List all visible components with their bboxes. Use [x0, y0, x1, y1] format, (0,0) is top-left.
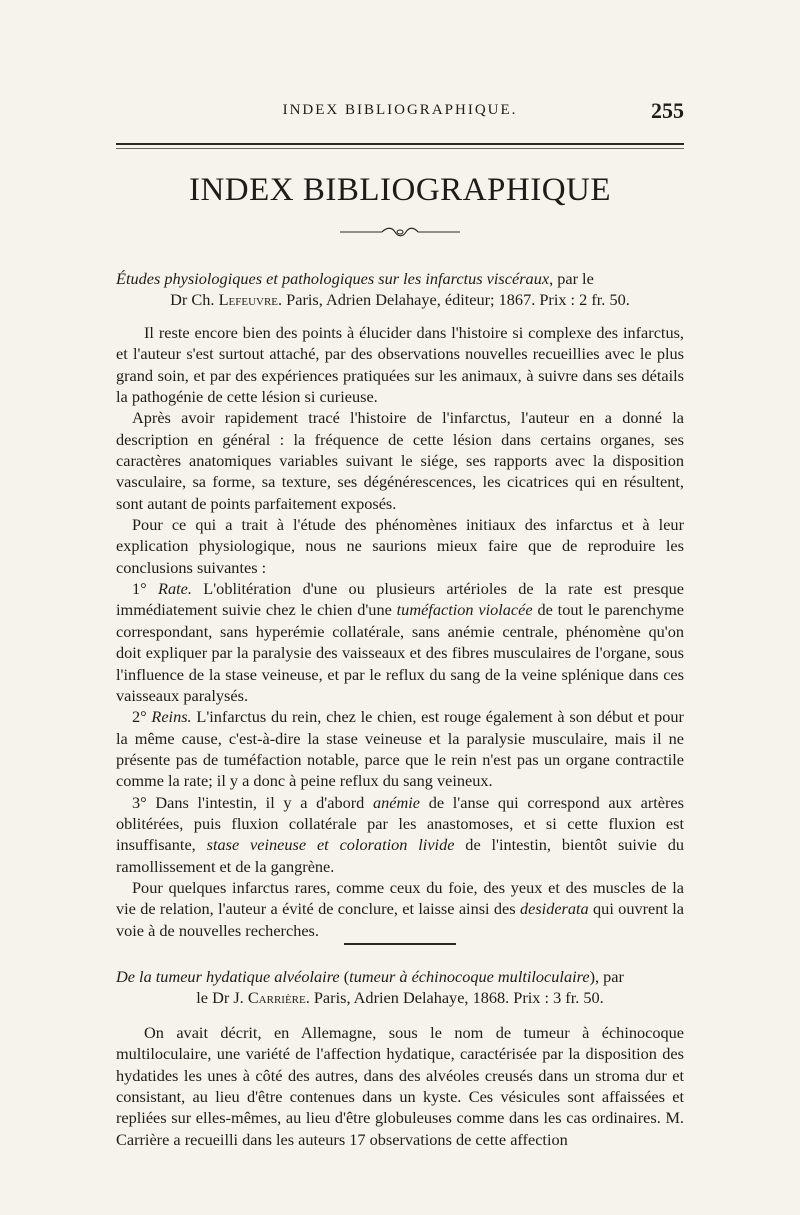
review-1-heading — [116, 268, 684, 310]
conclusion-2-text: L'infarctus du rein, chez le chien, est rouge également à son début et pour la même cause, c'est-à-dire la stase veineuse et la paralysie musculaire, mais il ne présente pas de tuméfaction notable, parce que le rein n'est pas un organe contractile comme la rate; il y a donc à peine reflux du sang veineux. — [116, 707, 684, 791]
conclusion-3-text-b: de l'anse qui correspond aux artères oblitérées, puis fluxion collatérale par les anastomoses, et si cette fluxion est insuffisante, — [116, 792, 684, 855]
review-1-body — [116, 322, 684, 941]
review-1-publisher: . Paris, Adrien Delahaye, éditeur; 1867. Prix : 2 fr. 50. — [278, 290, 630, 309]
conclusion-3-emphasis-2: stase veineuse et coloration livide — [206, 835, 455, 855]
review-2-citation — [116, 987, 684, 1008]
review-2-body — [116, 1022, 684, 1150]
review-1-paragraph-3: Pour ce qui a trait à l'étude des phénomènes initiaux des infarctus et à leur explication physiologique, nous ne saurions mieux faire que de reproduire les conclusions suivantes : — [116, 515, 684, 577]
review-2-paren-close: ), — [589, 967, 600, 986]
final-text-a: Pour quelques infarctus rares, comme ceux du foie, des yeux et des muscles de la vie de relation, l'auteur a évité de conclure, et laisse ainsi des — [116, 877, 684, 919]
review-2-author-prefix: le Dr J. — [196, 988, 248, 1007]
conclusion-1-number: 1° — [132, 579, 147, 599]
running-head — [116, 98, 684, 124]
review-1-conclusion-intestin — [116, 792, 684, 877]
review-1-paragraph-1: Il reste encore bien des points à élucider dans l'histoire si complexe des infarctus, et l'auteur s'est surtout attaché, par des observations nouvelles recueillies avec le plus grand soin, et par des expériences pratiquées sur les animaux, à suivre dans ses détails la pathogénie de cette lésion si curieuse. — [116, 323, 684, 407]
section-title: INDEX BIBLIOGRAPHIQUE — [188, 172, 612, 208]
conclusion-1-text-a: L'oblitération d'une ou plusieurs artérioles de la rate est presque immédiatement suivie chez le chien d'une — [116, 579, 684, 620]
review-1-conclusion-reins — [116, 706, 684, 791]
conclusion-3-text-c: de l'intestin, bientôt suivie du ramollissement et de la gangrène. — [116, 835, 684, 876]
header-rule-thin — [116, 148, 684, 149]
review-2-by: par — [599, 967, 624, 986]
review-2-paragraph-1: On avait décrit, en Allemagne, sous le nom de tumeur à échinocoque multiloculaire, une variété de l'affection hydatique, caractérisée par la disposition des hydatides les unes à côté des autres, dans des alvéoles creusés dans un stroma dur et consistant, au lieu d'être contenues dans un kyste. Ces vésicules sont affaissées et repliées sur elles-mêmes, au lieu d'être globuleuses comme dans les cas ordinaires. M. Carrière a recueilli dans les auteurs 17 observations de cette affection — [116, 1023, 684, 1149]
review-1-title: Études physiologiques et pathologiques sur les infarctus viscéraux — [116, 269, 550, 288]
review-1-by: , par le — [549, 269, 594, 288]
review-1-paragraph-final — [116, 877, 684, 941]
conclusion-1-emphasis: tuméfaction violacée — [396, 600, 533, 620]
running-head-title: INDEX BIBLIOGRAPHIQUE. — [282, 102, 518, 118]
review-1-author-prefix: Dr Ch. — [170, 290, 219, 309]
conclusion-2-number: 2° — [132, 707, 147, 727]
review-2-title: De la tumeur hydatique alvéolaire — [116, 967, 340, 986]
review-2-author: Carrière — [247, 988, 306, 1007]
final-text-b: qui ouvrent la voie à de nouvelles recherches. — [116, 899, 685, 940]
conclusion-1-text-b: de tout le parenchyme correspondant, sans hyperémie collatérale, sans anémie centrale, phénomène qu'on doit expliquer par la paralysie des vaisseaux et des fibres musculaires de l'organe, sous l'influence de la stase veineuse, et par le reflux du sang de la veine splénique dans ces vaisseaux paralysés. — [116, 600, 684, 705]
final-emphasis: desiderata — [519, 899, 589, 919]
review-2-heading — [116, 966, 684, 1008]
conclusion-3-emphasis-1: anémie — [373, 792, 421, 812]
review-1-author: Lefeuvre — [218, 290, 279, 309]
page-number: 255 — [651, 98, 684, 123]
conclusion-1-label: Rate. — [158, 579, 192, 599]
review-2-publisher: . Paris, Adrien Delahaye, 1868. Prix : 3 fr. 50. — [305, 988, 604, 1007]
conclusion-3-text-a: Dans l'intestin, il y a d'abord — [146, 792, 374, 812]
review-1-conclusion-rate — [116, 578, 684, 706]
review-2-paren-open: ( — [339, 967, 350, 986]
review-2-subtitle: tumeur à échinocoque multiloculaire — [349, 967, 590, 986]
header-rule — [116, 143, 684, 145]
conclusion-2-label: Reins. — [151, 707, 192, 727]
section-divider — [344, 943, 456, 945]
conclusion-3-number: 3° — [132, 792, 147, 812]
review-1-citation — [116, 289, 684, 310]
ornament-flourish — [340, 226, 460, 238]
review-1-paragraph-2: Après avoir rapidement tracé l'histoire de l'infarctus, l'auteur en a donné la description en général : la fréquence de cette lésion dans certains organes, ses caractères anatomiques variables suivant le siége, ses rapports avec la disposition vasculaire, sa forme, sa texture, ses dégénérescences, les cicatrices qui en résultent, sont autant de points parfaitement exposés. — [116, 408, 684, 513]
